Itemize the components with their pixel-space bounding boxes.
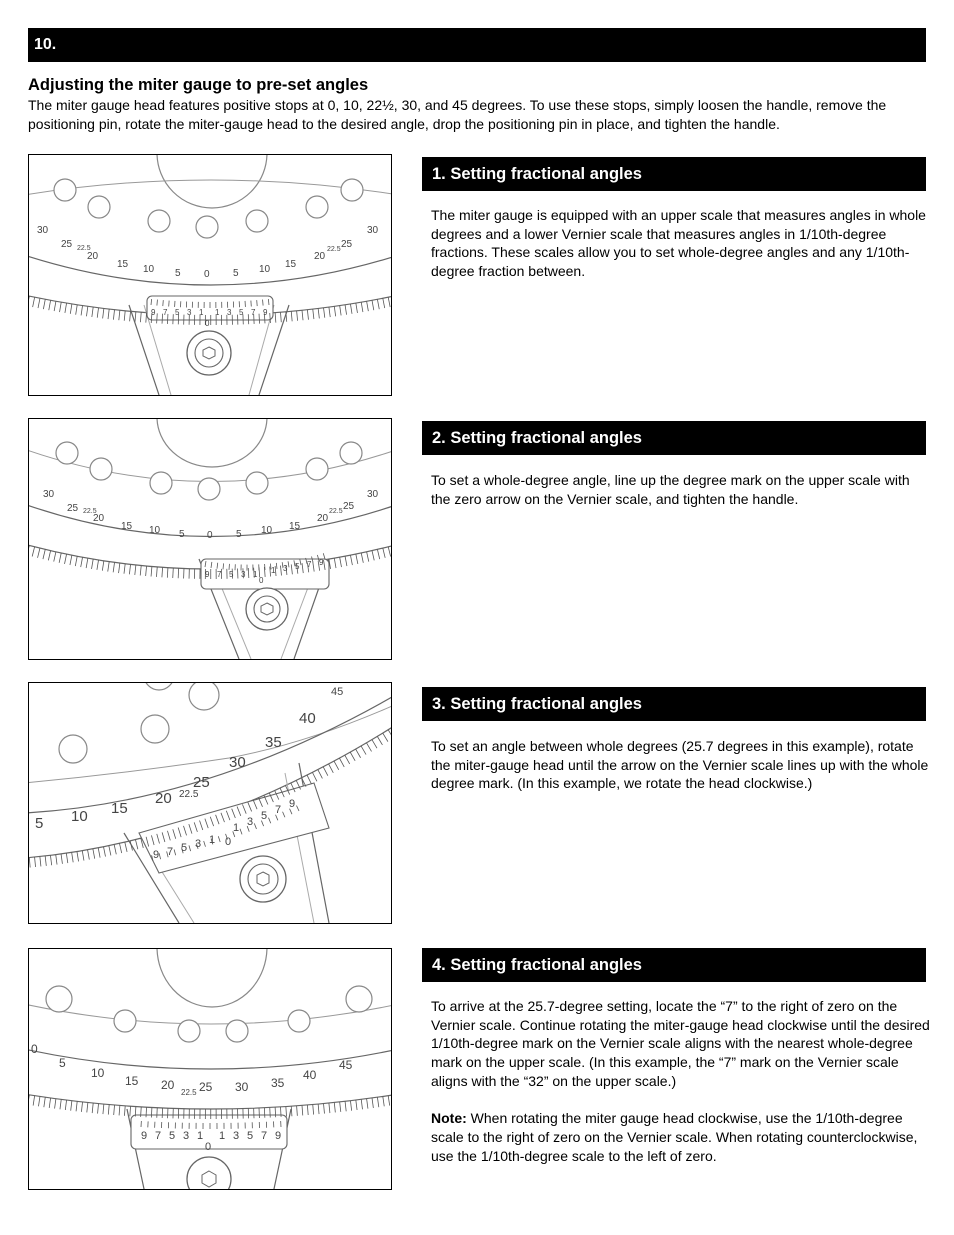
scale-tick [97,308,98,318]
section-2-title: 2. Setting fractional angles [432,429,642,447]
upper-scale-label: 0 [204,269,210,280]
scale-tick [356,303,358,313]
scale-tick [297,1106,298,1116]
scale-tick [377,736,382,745]
scale-tick [135,312,136,322]
scale-tick [92,307,93,317]
vernier-label: 9 [151,308,156,317]
scale-tick [383,733,388,742]
scale-tick [361,746,366,755]
vernier-label: 9 [205,570,210,579]
vernier-label: 1 [197,1130,204,1142]
scale-tick [38,1096,39,1106]
scale-tick [40,857,41,867]
scale-tick [130,311,131,321]
miter-gauge-drawing-2 [29,419,391,659]
scale-tick [334,558,336,568]
scale-tick [114,1105,115,1115]
scale-tick [48,551,50,561]
scale-tick [98,848,100,858]
scale-tick [388,297,390,307]
scale-tick [323,767,328,776]
intro-paragraph: The miter gauge head features positive stops at 0, 10, 22½, 30, and 45 degrees. To use these stops, simply loosen the handle, remove the positioning pin, rotate the miter-gauge head to the desired angle, drop the positioning pin in place, and tighten the handle. [28,97,887,132]
scale-tick [50,855,51,865]
vernier-label: 5 [229,570,234,579]
scale-tick [340,557,342,567]
scale-tick [356,554,358,564]
scale-tick [339,758,344,767]
upper-scale-label: 0 [207,530,213,541]
scale-tick [124,311,125,321]
scale-tick [307,310,308,320]
scale-tick [372,1098,373,1108]
scale-tick [65,554,67,564]
scale-tick [113,562,114,572]
section-4-title-bar [422,948,926,982]
scale-tick [372,740,377,749]
scale-tick [324,1104,325,1114]
vernier-label: 7 [261,1130,268,1142]
upper-scale-label: 30 [229,754,246,771]
scale-tick [54,301,56,311]
upper-scale-label: 25 [61,239,73,250]
upper-scale-label: 10 [71,808,88,825]
vernier-label: 9 [153,849,160,861]
scale-tick [329,1103,330,1113]
upper-scale-label: 15 [117,259,129,270]
vernier-label: 1 [219,1130,226,1142]
scale-tick [361,553,363,563]
section-3-paragraph: To set an angle between whole degrees (25.7 degrees in this example), rotate the miter-gauge head until the arrow on the Vernier scale lines up with the whole degree mark. (In this example, we rotate the head clockwise.) [431,738,929,792]
scale-tick [356,749,361,758]
scale-tick [367,1099,368,1109]
scale-tick [72,852,74,862]
section-1-title-bar [422,157,926,191]
upper-scale-label: 15 [289,521,301,532]
upper-scale-label: 5 [59,1056,66,1070]
scale-tick [291,311,292,321]
scale-tick [367,301,369,311]
scale-tick [162,567,163,577]
scale-tick [340,1102,341,1112]
scale-tick [114,845,116,855]
section-1-paragraph: The miter gauge is equipped with an upper scale that measures angles in whole degrees and a lower Vernier scale that measures angles in 1/10th-degree fractions. These scales allow you to set whole-degree angles and any 1/10th-degree fraction between. [431,207,926,280]
vernier-label: 9 [289,798,296,810]
vernier-label: 7 [251,308,256,317]
scale-tick [140,566,141,576]
scale-tick [291,1106,292,1116]
scale-tick [350,555,352,565]
scale-tick [313,309,314,319]
vernier-label: 9 [263,308,268,317]
scale-tick [55,1099,56,1109]
scale-tick [113,310,114,320]
scale-tick [307,1105,308,1115]
upper-scale-label: 10 [149,525,161,536]
scale-tick [270,1108,271,1118]
upper-scale-label: 22.5 [327,246,341,253]
scale-tick [361,1099,362,1109]
vernier-label: 7 [167,846,174,858]
upper-scale-label: 22.5 [179,789,199,800]
scale-tick [151,567,152,577]
scale-tick [324,308,325,318]
scale-tick [70,304,72,314]
upper-scale-label: 15 [285,259,297,270]
scale-tick [109,846,111,856]
upper-scale-label: 45 [339,1058,353,1072]
upper-scale-label: 15 [111,800,128,817]
scale-tick [263,300,264,306]
scale-tick [125,842,127,852]
vernier-label: 1 [215,308,220,317]
upper-scale-label: 20 [161,1078,175,1092]
miter-gauge-drawing-3 [29,683,391,923]
scale-tick [65,303,67,313]
scale-tick [302,310,303,320]
scale-tick [388,730,391,739]
vernier-label: 1 [199,308,204,317]
scale-tick [76,305,78,315]
upper-scale-label: 30 [37,225,49,236]
scale-tick [59,553,61,563]
section-4-note [431,1109,931,1165]
scale-tick [93,849,95,859]
upper-scale-label: 35 [271,1076,285,1090]
miter-gauge-figure-3 [28,682,392,924]
upper-scale-label: 35 [265,734,282,751]
upper-scale-label: 5 [179,529,185,540]
vernier-zero-label: 0 [205,1141,212,1153]
upper-scale-label: 5 [233,268,239,279]
scale-tick [44,1097,45,1107]
scale-tick [71,1101,72,1111]
scale-tick [345,755,350,764]
scale-tick [345,1101,346,1111]
section-3-title-bar [422,687,926,721]
scale-tick [92,559,94,569]
vernier-label: 3 [183,1130,190,1142]
scale-tick [140,312,141,322]
scale-tick [38,548,40,558]
scale-tick [356,1100,357,1110]
scale-tick [88,850,90,860]
scale-tick [329,307,330,317]
scale-tick [318,1104,319,1114]
scale-tick [75,556,77,566]
vernier-label: 5 [295,562,300,571]
scale-tick [286,1107,287,1117]
vernier-label: 5 [175,308,180,317]
vernier-label: 3 [241,570,246,579]
scale-tick [65,1100,66,1110]
vernier-label: 7 [217,570,222,579]
step-number: 10. [34,36,57,53]
scale-tick [146,313,147,323]
upper-scale-label: 25 [343,501,355,512]
upper-scale-label: 30 [367,225,379,236]
upper-scale-label: 5 [35,815,44,832]
scale-tick [323,553,325,559]
upper-scale-label: 20 [93,513,105,524]
vernier-label: 3 [227,308,232,317]
vernier-label: 5 [261,810,268,822]
vernier-zero-label: 0 [225,836,232,848]
scale-tick [340,306,341,316]
section-1-body [431,206,931,281]
scale-tick [173,568,174,578]
scale-tick [86,306,87,316]
scale-tick [86,558,88,568]
scale-tick [383,1096,384,1106]
upper-scale-label: 22.5 [77,245,91,252]
scale-tick [350,752,355,761]
scale-tick [124,564,125,574]
scale-tick [383,298,385,308]
scale-tick [275,1107,276,1117]
upper-scale-label: 5 [175,268,181,279]
upper-scale-label: 10 [259,264,271,275]
scale-tick [334,761,339,770]
upper-scale-label: 25 [199,1080,213,1094]
vernier-zero-label: 0 [205,319,210,328]
vernier-label: 9 [275,1130,282,1142]
upper-scale-label: 15 [121,521,133,532]
scale-tick [312,772,317,781]
scale-tick [38,298,40,308]
vernier-label: 7 [275,804,282,816]
scale-tick [135,565,136,575]
scale-tick [334,306,335,316]
scale-tick [156,567,157,577]
scale-tick [297,311,298,321]
vernier-label: 3 [283,564,288,573]
upper-scale-label: 15 [125,1074,139,1088]
vernier-label: 9 [141,1130,148,1142]
scale-tick [119,843,121,853]
scale-tick [248,568,249,578]
scale-tick [33,1096,35,1106]
upper-scale-label: 30 [367,489,379,500]
vernier-label: 3 [195,838,202,850]
scale-tick [76,1101,77,1111]
scale-tick [350,1101,351,1111]
scale-tick [124,1106,125,1116]
vernier-label: 5 [181,842,188,854]
vernier-label: 1 [209,834,216,846]
scale-tick [318,308,319,318]
scale-tick [259,314,260,324]
scale-tick [302,1105,303,1115]
upper-scale-label: 40 [299,710,316,727]
scale-tick [372,551,374,561]
scale-tick [81,306,82,316]
upper-scale-label: 25 [193,774,210,791]
scale-tick [60,1099,61,1109]
scale-tick [313,1105,314,1115]
upper-scale-label: 20 [314,251,326,262]
upper-scale-label: 20 [317,513,329,524]
scale-tick [77,852,79,862]
miter-gauge-drawing-1 [29,155,391,395]
miter-gauge-figure-4 [28,948,392,1190]
upper-scale-label: 30 [235,1080,249,1094]
vernier-zero-label: 0 [259,576,264,585]
scale-tick [108,1105,109,1115]
scale-tick [32,547,34,557]
vernier-label: 1 [233,822,240,834]
scale-tick [318,770,323,779]
upper-scale-label: 0 [31,1042,38,1056]
section-heading: Adjusting the miter gauge to pre-set angles [28,76,369,94]
upper-scale-label: 30 [43,489,55,500]
upper-scale-label: 10 [143,264,155,275]
scale-tick [35,857,36,867]
scale-tick [29,858,30,868]
scale-tick [43,549,45,559]
scale-tick [350,304,352,314]
scale-tick [61,854,62,864]
vernier-label: 1 [253,570,258,579]
scale-tick [70,555,72,565]
note-text: When rotating the miter gauge head clockwise, use the 1/10th-degree scale to the right of zero on the Vernier scale. When rotating counterclockwise, use the 1/10th-degree scale to the left of zero. [431,1110,918,1164]
miter-gauge-figure-2 [28,418,392,660]
scale-tick [146,1107,147,1117]
scale-tick [102,561,104,571]
vernier-label: 7 [163,308,168,317]
section-4-title: 4. Setting fractional angles [432,956,642,974]
scale-tick [81,1102,82,1112]
section-1-title: 1. Setting fractional angles [432,165,642,183]
upper-scale-label: 40 [303,1068,317,1082]
scale-tick [151,1108,152,1118]
scale-tick [103,1104,104,1114]
scale-tick [97,560,99,570]
vernier-label: 7 [307,560,312,569]
scale-tick [130,1106,131,1116]
section-2-title-bar [422,421,926,455]
vernier-label: 5 [169,1130,176,1142]
upper-scale-label: 22.5 [329,508,343,515]
scale-tick [135,840,137,850]
scale-tick [377,549,379,559]
upper-scale-label: 20 [155,790,172,807]
scale-tick [129,564,130,574]
scale-tick [280,312,281,322]
upper-scale-label: 22.5 [181,1088,197,1097]
scale-tick [43,299,45,309]
upper-scale-label: 22.5 [83,508,97,515]
upper-scale-label: 10 [91,1066,105,1080]
step-number-bar [28,28,926,62]
vernier-label: 7 [155,1130,162,1142]
vernier-label: 1 [271,566,276,575]
scale-tick [383,548,385,558]
note-label: Note: [431,1110,467,1127]
scale-tick [119,563,120,573]
scale-tick [54,552,56,562]
scale-tick [119,1105,120,1115]
scale-tick [275,313,276,323]
vernier-label: 9 [319,558,324,567]
scale-tick [388,1096,389,1106]
scale-tick [167,568,168,578]
upper-scale-label: 5 [236,529,242,540]
vernier-label: 3 [233,1130,240,1142]
upper-scale-label: 25 [341,239,353,250]
scale-tick [98,1104,99,1114]
scale-tick [146,566,147,576]
vernier-label: 3 [247,816,254,828]
scale-tick [108,309,109,319]
miter-gauge-drawing-4 [29,949,391,1190]
scale-tick [119,310,120,320]
scale-tick [372,300,374,310]
scale-tick [361,302,363,312]
miter-gauge-figure-1 [28,154,392,396]
scale-tick [345,305,346,315]
section-4-paragraph: To arrive at the 25.7-degree setting, locate the “7” to the right of zero on the Vernier scale. Continue rotating the miter-gauge head clockwise until the desired 1/10th-degree mark on the Vernier scale aligns with the nearest whole-degree mark on the upper scale. (In this example, the “7” mark on the Vernier scale aligns with the “32” on the upper scale.) [431,998,930,1089]
scale-tick [329,764,334,773]
section-4-body [431,997,931,1165]
scale-tick [66,853,67,863]
scale-tick [366,743,371,752]
scale-tick [108,562,109,572]
scale-tick [60,302,62,312]
scale-tick [56,855,57,865]
upper-scale-label: 45 [331,686,344,698]
scale-tick [87,1103,88,1113]
scale-tick [49,1098,50,1108]
scale-tick [157,300,158,306]
scale-tick [307,775,311,784]
vernier-label: 5 [247,1130,254,1142]
scale-tick [367,552,369,562]
vernier-label: 5 [239,308,244,317]
scale-tick [103,308,104,318]
scale-tick [377,299,379,309]
upper-scale-label: 25 [67,503,79,514]
upper-scale-label: 20 [87,251,99,262]
scale-tick [45,856,46,866]
scale-tick [104,847,106,857]
scale-tick [388,547,390,557]
section-2-paragraph: To set a whole-degree angle, line up the degree mark on the upper scale with the zero arrow on the Vernier scale, and tighten the handle. [431,472,910,507]
vernier-label: 3 [187,308,192,317]
section-3-body [431,737,931,793]
section-3-title: 3. Setting fractional angles [432,695,642,713]
scale-tick [81,557,83,567]
scale-tick [33,297,35,307]
scale-tick [377,1097,378,1107]
scale-tick [92,1103,93,1113]
section-2-body [431,471,931,508]
scale-tick [334,1103,335,1113]
scale-tick [82,851,84,861]
upper-scale-label: 10 [261,525,273,536]
scale-tick [49,300,51,310]
scale-tick [345,556,347,566]
